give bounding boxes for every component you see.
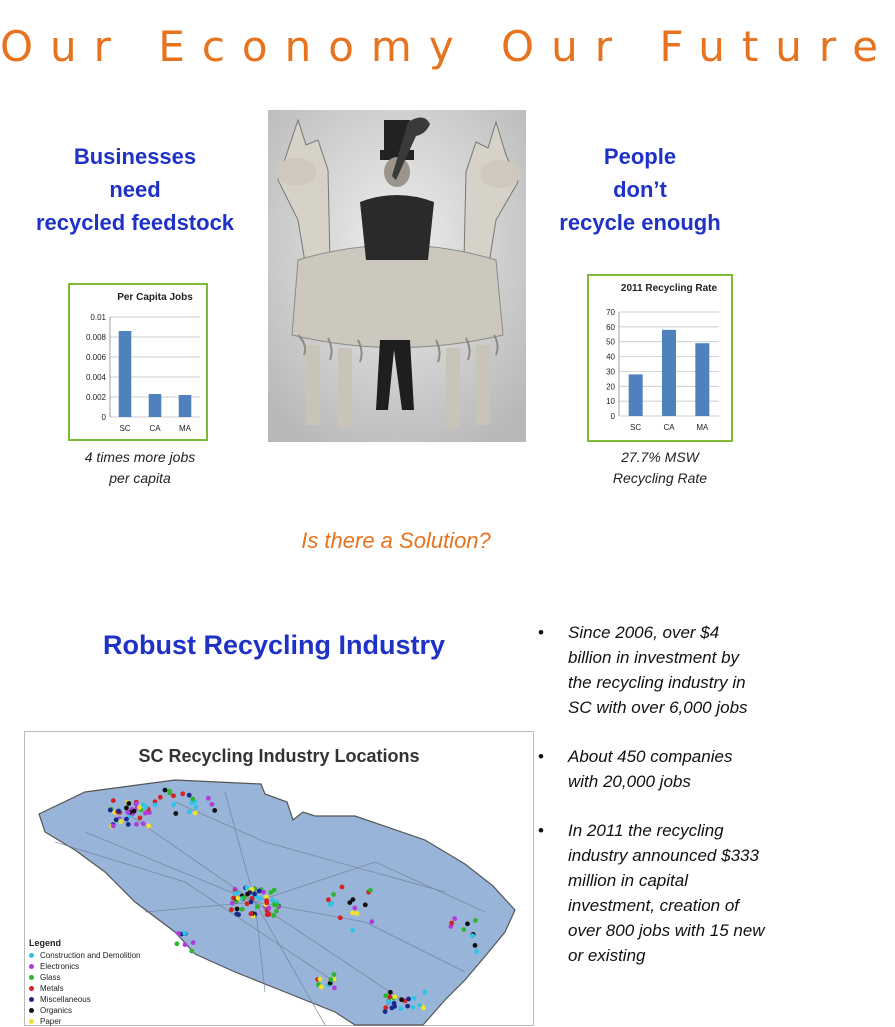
- chart-title: Per Capita Jobs: [117, 292, 193, 303]
- facility-dot: [111, 798, 116, 803]
- facility-dot: [411, 1005, 416, 1010]
- bullet-item: [538, 620, 766, 720]
- solution-question: Is there a Solution?: [301, 528, 491, 553]
- facility-dot: [417, 1003, 422, 1008]
- facility-dot: [473, 918, 478, 923]
- facility-dot: [461, 927, 466, 932]
- bar: [119, 331, 132, 417]
- facility-dot: [182, 931, 187, 936]
- facility-dot: [146, 824, 151, 829]
- bar: [629, 374, 643, 416]
- facility-dot: [368, 888, 373, 893]
- facility-dot: [124, 817, 129, 822]
- y-tick-label: 0.01: [90, 313, 106, 322]
- facility-dot: [412, 996, 417, 1001]
- facility-dot: [138, 816, 143, 821]
- right-heading-line: recycle enough: [559, 210, 721, 235]
- y-tick-label: 60: [606, 322, 615, 332]
- facility-dot: [171, 793, 176, 798]
- bar: [695, 343, 709, 416]
- facility-dot: [230, 901, 235, 906]
- facility-dot: [386, 1000, 391, 1005]
- facility-dot: [190, 797, 195, 802]
- facility-dot: [240, 907, 245, 912]
- right-heading: [540, 140, 740, 239]
- facility-dot: [132, 809, 137, 814]
- facility-dot: [245, 885, 250, 890]
- facility-dot: [257, 889, 262, 894]
- bar: [179, 395, 192, 417]
- facility-dot: [141, 802, 146, 807]
- y-tick-label: 40: [606, 352, 615, 362]
- y-tick-label: 50: [606, 337, 615, 347]
- facility-dot: [355, 911, 360, 916]
- bullet-icon: •: [538, 821, 544, 840]
- legend-item: [29, 983, 141, 994]
- x-tick-label: CA: [149, 424, 161, 433]
- legend-label: Metals: [40, 984, 64, 993]
- right-caption-line: Recycling Rate: [612, 470, 708, 486]
- right-heading-line: don’t: [613, 177, 667, 202]
- right-caption: [560, 447, 760, 489]
- facility-dot: [175, 941, 180, 946]
- facility-dot: [465, 921, 470, 926]
- facility-dot: [114, 817, 119, 822]
- facility-dot: [153, 803, 158, 808]
- facility-dot: [173, 811, 178, 816]
- y-tick-label: 70: [606, 308, 615, 317]
- legend-item: [29, 994, 141, 1005]
- recycling-rate-chart-svg: [589, 276, 731, 440]
- facility-dot: [383, 1009, 388, 1014]
- y-tick-label: 10: [606, 397, 615, 407]
- facility-dot: [352, 906, 357, 911]
- facility-dot: [388, 990, 393, 995]
- facility-dot: [171, 802, 176, 807]
- facility-dot: [261, 890, 266, 895]
- y-tick-label: 0.004: [85, 373, 106, 382]
- facility-dot: [383, 993, 388, 998]
- map-legend: [29, 938, 141, 1027]
- legend-item: [29, 950, 141, 961]
- facility-dot: [235, 896, 240, 901]
- facility-dot: [350, 928, 355, 933]
- facility-dot: [167, 791, 172, 796]
- facility-dot: [392, 1001, 397, 1006]
- x-tick-label: SC: [119, 424, 131, 433]
- legend-label: Organics: [40, 1006, 73, 1015]
- facility-dot: [252, 892, 257, 897]
- legend-label: Paper: [40, 1017, 62, 1026]
- left-caption: [40, 447, 240, 489]
- bullet-icon: •: [538, 623, 544, 642]
- bullet-item: [538, 744, 766, 794]
- facility-dot: [134, 822, 139, 827]
- facility-dot: [267, 906, 272, 911]
- facility-dot: [249, 911, 254, 916]
- facility-dot: [332, 986, 337, 991]
- facility-dot: [332, 972, 337, 977]
- x-tick-label: SC: [630, 423, 642, 432]
- left-heading-line: recycled feedstock: [35, 210, 235, 235]
- facility-dot: [255, 904, 260, 909]
- facility-dot: [399, 1006, 404, 1011]
- recycling-rate-chart: [587, 274, 733, 442]
- facility-dot: [212, 808, 217, 813]
- facility-dot: [369, 919, 374, 924]
- legend-label: Miscellaneous: [40, 995, 91, 1004]
- legend-item: [29, 961, 141, 972]
- facility-dot: [319, 985, 324, 990]
- facility-dot: [143, 811, 148, 816]
- facility-dot: [235, 907, 240, 912]
- facility-dot: [329, 977, 334, 982]
- facility-dot: [470, 933, 475, 938]
- y-tick-label: 0.002: [85, 393, 106, 402]
- per-capita-jobs-chart-svg: [70, 285, 206, 439]
- legend-item: [29, 1005, 141, 1016]
- facility-dot: [258, 896, 263, 901]
- left-heading-line: need: [109, 177, 161, 202]
- legend-swatch: [29, 1008, 34, 1013]
- facility-dot: [270, 898, 275, 903]
- facility-dot: [245, 901, 250, 906]
- facility-dot: [187, 810, 192, 815]
- legend-swatch: [29, 964, 34, 969]
- y-tick-label: 0: [610, 412, 615, 421]
- bullet-text: About 450 companies with 20,000 jobs: [568, 747, 733, 791]
- legend-item: [29, 1016, 141, 1027]
- y-tick-label: 0.008: [85, 333, 106, 342]
- facility-dot: [265, 912, 270, 917]
- facility-dot: [275, 903, 280, 908]
- facility-dot: [111, 824, 116, 829]
- bullet-text: Since 2006, over $4 billion in investment by the recycling industry in SC with over 6,000 jobs: [568, 623, 748, 717]
- facility-dot: [126, 801, 131, 806]
- facility-dot: [163, 788, 168, 793]
- facility-dot: [116, 809, 121, 814]
- facility-dot: [387, 995, 392, 1000]
- bullet-item: [538, 818, 766, 968]
- facility-dot: [338, 915, 343, 920]
- facility-dot: [141, 821, 146, 826]
- legend-swatch: [29, 986, 34, 991]
- facility-dot: [473, 943, 478, 948]
- x-tick-label: CA: [663, 423, 675, 432]
- bullet-icon: •: [538, 747, 544, 766]
- facility-dot: [180, 791, 185, 796]
- map-title: SC Recycling Industry Locations: [138, 746, 420, 766]
- facility-dot: [242, 895, 247, 900]
- facility-dot: [206, 796, 211, 801]
- left-heading-line: Businesses: [73, 144, 197, 169]
- left-caption-line: per capita: [109, 470, 171, 486]
- facility-dot: [245, 892, 250, 897]
- llama-photo: [268, 110, 526, 442]
- facility-dot: [264, 900, 269, 905]
- facility-dot: [452, 916, 457, 921]
- facility-dot: [124, 806, 129, 811]
- y-tick-label: 30: [606, 367, 615, 377]
- facility-dot: [474, 949, 479, 954]
- facility-dot: [406, 997, 411, 1002]
- legend-title: Legend: [29, 938, 62, 948]
- facility-dot: [274, 909, 279, 914]
- facility-dot: [326, 897, 331, 902]
- facility-dot: [405, 1004, 410, 1009]
- y-tick-label: 0: [101, 413, 106, 422]
- facility-dot: [318, 977, 323, 982]
- facility-dot: [449, 921, 454, 926]
- facility-dot: [134, 801, 139, 806]
- right-heading-line: People: [603, 144, 677, 169]
- facility-dot: [423, 990, 428, 995]
- facility-dot: [158, 795, 163, 800]
- facility-dot: [193, 811, 198, 816]
- bullet-list: [538, 620, 766, 992]
- legend-swatch: [29, 1019, 34, 1024]
- left-caption-line: 4 times more jobs: [84, 449, 196, 465]
- legend-swatch: [29, 953, 34, 958]
- recycling-locations-map: [24, 731, 534, 1026]
- llama-photo-illustration: [268, 110, 526, 442]
- facility-dot: [351, 897, 356, 902]
- facility-dot: [329, 901, 334, 906]
- chart-title: 2011 Recycling Rate: [620, 283, 718, 294]
- legend-items: [29, 950, 141, 1027]
- x-tick-label: MA: [179, 424, 191, 433]
- facility-dot: [271, 913, 276, 918]
- facility-dot: [340, 885, 345, 890]
- facility-dot: [176, 931, 181, 936]
- page-title: Our Economy Our Future: [0, 22, 895, 71]
- right-caption-line: 27.7% MSW: [621, 449, 699, 465]
- facility-dot: [187, 793, 192, 798]
- legend-label: Glass: [40, 973, 61, 982]
- legend-label: Construction and Demolition: [40, 951, 141, 960]
- facility-dot: [118, 819, 123, 824]
- section-title: Robust Recycling Industry: [103, 630, 446, 660]
- facility-dot: [399, 997, 404, 1002]
- facility-dot: [236, 912, 241, 917]
- bar: [149, 394, 162, 417]
- facility-dot: [233, 891, 238, 896]
- y-tick-label: 0.006: [85, 353, 106, 362]
- facility-dot: [194, 805, 199, 810]
- facility-dot: [350, 910, 355, 915]
- facility-dot: [183, 942, 188, 947]
- legend-swatch: [29, 997, 34, 1002]
- per-capita-jobs-chart: [68, 283, 208, 441]
- facility-dot: [108, 808, 113, 813]
- x-tick-label: MA: [696, 423, 709, 432]
- bullet-text: In 2011 the recycling industry announced $333 million in capital investment, creation of over 800 jobs with 15 new or existing: [568, 821, 765, 965]
- facility-dot: [393, 994, 398, 999]
- facility-dot: [126, 810, 131, 815]
- left-heading: [20, 140, 250, 239]
- facility-dot: [331, 892, 336, 897]
- legend-swatch: [29, 975, 34, 980]
- facility-dot: [189, 949, 194, 954]
- legend-item: [29, 972, 141, 983]
- facility-dot: [229, 907, 234, 912]
- facility-dot: [363, 903, 368, 908]
- facility-dot: [126, 822, 131, 827]
- facility-dot: [272, 888, 277, 893]
- legend-label: Electronics: [40, 962, 80, 971]
- bar: [662, 330, 676, 416]
- facility-dot: [210, 802, 215, 807]
- y-tick-label: 20: [606, 382, 615, 392]
- facility-dot: [191, 940, 196, 945]
